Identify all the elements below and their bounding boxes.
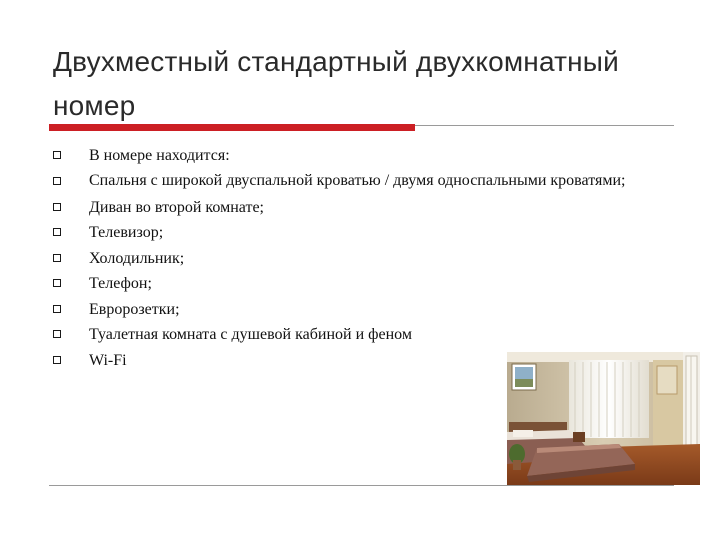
hotel-room-photo [507,352,700,485]
list-item-text: Евророзетки; [89,300,180,318]
list-item [50,246,680,272]
hollow-square-icon [53,305,61,313]
title-accent-bar [49,124,415,131]
bottom-divider [49,485,674,486]
list-item [50,297,680,323]
list-item [50,220,680,246]
list-item-text: Телевизор; [89,224,164,241]
hollow-square-icon [53,203,61,211]
list-item [50,271,680,297]
hollow-square-icon [53,356,61,364]
list-item-text: Диван во второй комнате; [89,198,264,216]
hollow-square-icon [53,228,61,236]
list-item [50,143,680,169]
list-item-text: Холодильник; [89,249,185,267]
hollow-square-icon [53,330,61,338]
list-item-text: Спальня с широкой двуспальной кроватью / двумя односпальными кроватями; [89,171,626,189]
list-item-text: Wi-Fi [89,351,127,369]
list-item-text: Туалетная комната с душевой кабиной и феном [89,326,412,343]
amenities-list [50,143,680,373]
hollow-square-icon [53,177,61,185]
hollow-square-icon [53,254,61,262]
hollow-square-icon [53,279,61,287]
list-item [50,195,680,221]
list-item [50,322,680,348]
slide-title: Двухместный стандартный двухкомнатный номер [53,46,619,121]
list-item [50,169,649,195]
hollow-square-icon [53,151,61,159]
list-item-text: В номере находится: [89,147,230,164]
list-item-text: Телефон; [89,275,152,292]
